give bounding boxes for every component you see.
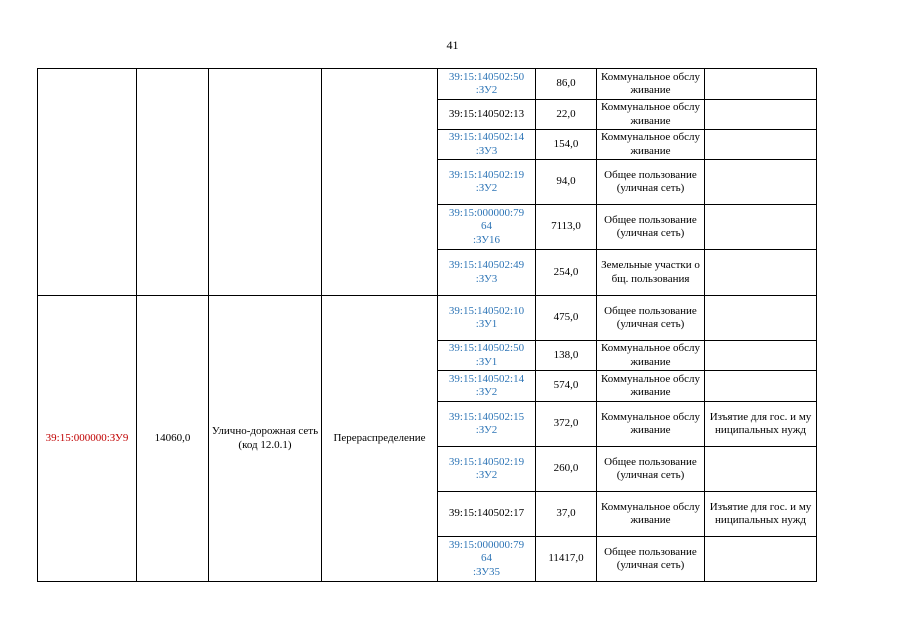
plot-purpose: Коммунальное обслуживание <box>597 130 705 160</box>
plot-note <box>705 250 817 296</box>
plot-purpose: Общее пользование (уличная сеть) <box>597 296 705 341</box>
plot-purpose: Общее пользование (уличная сеть) <box>597 447 705 492</box>
plot-area: 37,0 <box>536 492 597 537</box>
page-number: 41 <box>446 38 459 52</box>
formation-method <box>322 69 438 296</box>
plot-note <box>705 341 817 371</box>
plot-area: 7113,0 <box>536 205 597 250</box>
plot-purpose: Коммунальное обслуживание <box>597 492 705 537</box>
permitted-use: Улично-дорожная сеть (код 12.0.1) <box>209 296 322 582</box>
plot-purpose: Коммунальное обслуживание <box>597 69 705 100</box>
plot-area: 94,0 <box>536 160 597 205</box>
plot-purpose: Земельные участки общ. пользования <box>597 250 705 296</box>
permitted-use <box>209 69 322 296</box>
cadastral-number: 39:15:140502:50 :ЗУ2 <box>438 69 536 100</box>
formation-method: Перераспределение <box>322 296 438 582</box>
plot-area: 574,0 <box>536 371 597 402</box>
table-row <box>38 296 817 341</box>
cadastral-number: 39:15:140502:19 :ЗУ2 <box>438 160 536 205</box>
parent-plot-id <box>38 69 137 296</box>
plot-note <box>705 371 817 402</box>
plot-note <box>705 537 817 582</box>
cadastral-number: 39:15:140502:10 :ЗУ1 <box>438 296 536 341</box>
plot-area: 254,0 <box>536 250 597 296</box>
plot-note <box>705 296 817 341</box>
parent-plot-area <box>137 69 209 296</box>
land-plots-table <box>37 68 817 582</box>
plot-note <box>705 160 817 205</box>
cadastral-number: 39:15:140502:13 <box>438 100 536 130</box>
plot-note <box>705 130 817 160</box>
plot-area: 86,0 <box>536 69 597 100</box>
plot-purpose: Общее пользование (уличная сеть) <box>597 160 705 205</box>
cadastral-number: 39:15:000000:79 64 :ЗУ16 <box>438 205 536 250</box>
cadastral-number: 39:15:140502:49 :ЗУ3 <box>438 250 536 296</box>
table-row <box>38 69 817 100</box>
plot-purpose: Общее пользование (уличная сеть) <box>597 205 705 250</box>
plot-area: 138,0 <box>536 341 597 371</box>
plot-purpose: Коммунальное обслуживание <box>597 402 705 447</box>
cadastral-number: 39:15:140502:14 :ЗУ2 <box>438 371 536 402</box>
plot-purpose: Общее пользование (уличная сеть) <box>597 537 705 582</box>
plot-note: Изъятие для гос. и муниципальных нужд <box>705 402 817 447</box>
plot-note: Изъятие для гос. и муниципальных нужд <box>705 492 817 537</box>
plot-purpose: Коммунальное обслуживание <box>597 341 705 371</box>
plot-area: 22,0 <box>536 100 597 130</box>
plot-purpose: Коммунальное обслуживание <box>597 371 705 402</box>
cadastral-number: 39:15:140502:14 :ЗУ3 <box>438 130 536 160</box>
plot-purpose: Коммунальное обслуживание <box>597 100 705 130</box>
plot-area: 260,0 <box>536 447 597 492</box>
plot-note <box>705 447 817 492</box>
parent-plot-id: 39:15:000000:ЗУ9 <box>38 296 137 582</box>
cadastral-number: 39:15:000000:79 64 :ЗУ35 <box>438 537 536 582</box>
parent-plot-area: 14060,0 <box>137 296 209 582</box>
plot-area: 154,0 <box>536 130 597 160</box>
plot-area: 372,0 <box>536 402 597 447</box>
plot-area: 475,0 <box>536 296 597 341</box>
cadastral-number: 39:15:140502:19 :ЗУ2 <box>438 447 536 492</box>
plot-note <box>705 100 817 130</box>
plot-area: 11417,0 <box>536 537 597 582</box>
cadastral-number: 39:15:140502:17 <box>438 492 536 537</box>
plot-note <box>705 205 817 250</box>
cadastral-number: 39:15:140502:15 :ЗУ2 <box>438 402 536 447</box>
plot-note <box>705 69 817 100</box>
cadastral-number: 39:15:140502:50 :ЗУ1 <box>438 341 536 371</box>
